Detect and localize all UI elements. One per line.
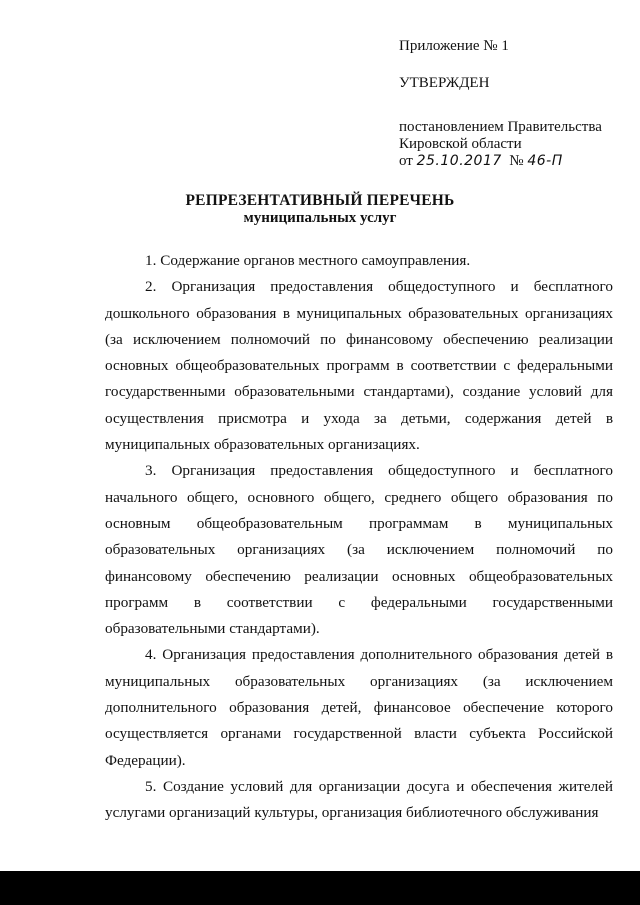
appendix-label: Приложение № 1 <box>399 38 509 54</box>
list-item: 1. Содержание органов местного самоуправления. <box>145 252 471 269</box>
services-list <box>105 248 613 827</box>
list-item: 5. Создание условий для организации досуга и обеспечения жителей услугами организаций культуры, организация библиотечного обслуживания <box>105 777 613 822</box>
handwritten-date: 25.10.2017 <box>416 153 502 169</box>
list-item: 2. Организация предоставления общедоступного и бесплатного дошкольного образования в муниципальных образовательных организациях (за исключением полномочий по финансовому обеспечению реализации основных общеобразовательных программ в соответствии с федеральными государственными образовательными стандартами), создание условий для осуществления присмотра и ухода за детьми, содержания детей в муниципальных образовательных организациях. <box>105 278 613 454</box>
list-item: 3. Организация предоставления общедоступного и бесплатного начального общего, основного общего, среднего общего образования по основным общеобразовательным программам в муниципальных образовательных организациях (за исключением полномочий по финансовому обеспечению реализации основных общеобразовательных программ в соответствии с федеральными государственными образовательными стандартами). <box>105 462 613 638</box>
decree-line-2: Кировской области <box>399 136 522 152</box>
decree-block <box>399 119 629 170</box>
approved-label: УТВЕРЖДЕН <box>399 75 490 91</box>
handwritten-number: 46-П <box>527 153 563 169</box>
decree-line-1: постановлением Правительства <box>399 119 602 135</box>
scan-bottom-border <box>0 871 640 905</box>
date-prefix: от <box>399 153 413 169</box>
number-prefix: № <box>509 153 524 169</box>
document-subtitle: муниципальных услуг <box>243 210 397 226</box>
list-item: 4. Организация предоставления дополнительного образования детей в муниципальных образовательных организациях (за исключением дополнительного образования детей, финансовое обеспечение которого осуществляется органами государственной власти субъекта Российской Федерации). <box>105 646 613 769</box>
approval-header <box>399 38 629 170</box>
document-title: РЕПРЕЗЕНТАТИВНЫЙ ПЕРЕЧЕНЬ <box>185 192 455 209</box>
